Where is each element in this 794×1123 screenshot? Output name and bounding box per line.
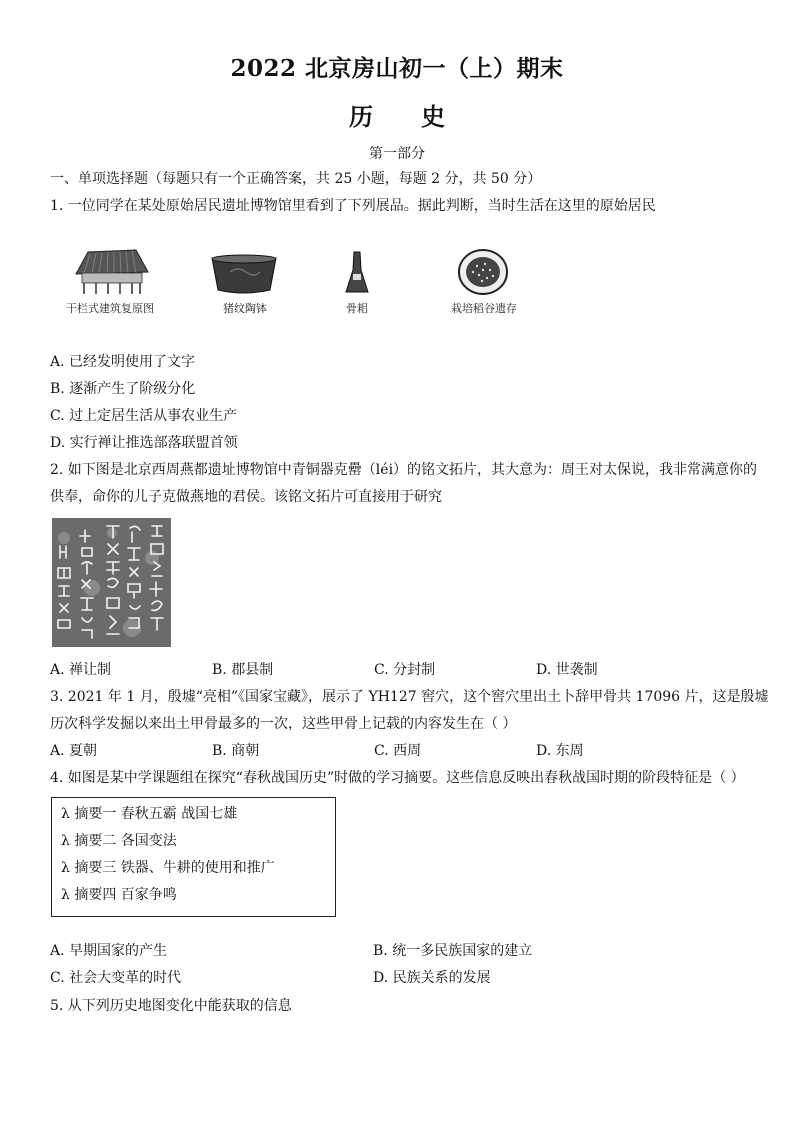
q4-option-d: D. 民族关系的发展: [373, 970, 491, 986]
q2-option-a: A. 禅让制: [50, 662, 112, 678]
q4-option-a: A. 早期国家的产生: [50, 943, 168, 959]
q1-option-a: A. 已经发明使用了文字: [50, 354, 196, 370]
pottery-bowl-image: [210, 252, 278, 296]
section-heading: 一、单项选择题（每题只有一个正确答案，共 25 小题，每题 2 分，共 50 分）: [50, 171, 542, 187]
q3-stem-line2: 历次科学发掘以来出土甲骨最多的一次，这些甲骨上记载的内容发生在（ ）: [50, 716, 517, 732]
q3-option-c: C. 西周: [374, 743, 422, 759]
q2-stem-line2: 供奉，命你的儿子克做燕地的君侯。该铭文拓片可直接用于研究: [50, 489, 442, 505]
q2-option-d: D. 世袭制: [536, 662, 598, 678]
summary-item-1: λ 摘要一 春秋五霸 战国七雄: [61, 806, 238, 822]
summary-item-2: λ 摘要二 各国变法: [61, 833, 177, 849]
q4-option-c: C. 社会大变革的时代: [50, 970, 182, 986]
caption-stilt-house: 干栏式建筑复原图: [66, 302, 154, 315]
subject-title: 历史: [349, 102, 493, 131]
q2-option-b: B. 郡县制: [212, 662, 274, 678]
q1-option-b: B. 逐渐产生了阶级分化: [50, 381, 196, 397]
stilt-house-image: [66, 246, 156, 296]
summary-item-3: λ 摘要三 铁器、牛耕的使用和推广: [61, 860, 275, 876]
q1-stem: 1. 一位同学在某处原始居民遗址博物馆里看到了下列展品。据此判断，当时生活在这里的原始居民: [50, 198, 656, 214]
q2-option-c: C. 分封制: [374, 662, 436, 678]
summary-item-4: λ 摘要四 百家争鸣: [61, 887, 177, 903]
caption-rice-remains: 栽培稻谷遗存: [451, 302, 517, 315]
q5-stem: 5. 从下列历史地图变化中能获取的信息: [50, 998, 292, 1014]
rice-remains-image: [457, 248, 509, 296]
q4-option-b: B. 统一多民族国家的建立: [373, 943, 533, 959]
q4-stem: 4. 如图是某中学课题组在探究“春秋战国历史”时做的学习摘要。这些信息反映出春秋战国时期的阶段特征是（ ）: [50, 770, 745, 786]
bone-spade-image: [344, 250, 370, 296]
q1-option-d: D. 实行禅让推选部落联盟首领: [50, 435, 238, 451]
caption-bone-spade: 骨耜: [346, 302, 368, 315]
page-title: 2022 北京房山初一（上）期末: [230, 55, 564, 82]
q2-stem-line1: 2. 如下图是北京西周燕都遗址博物馆中青铜器克罍（léi）的铭文拓片，其大意为：周王对太保说，我非常满意你的: [50, 462, 758, 478]
q1-option-c: C. 过上定居生活从事农业生产: [50, 408, 238, 424]
q3-stem-line1: 3. 2021 年 1 月，殷墟“亮相”《国家宝藏》，展示了 YH127 窖穴，这个窖穴里出土卜辞甲骨共 17096 片，这是殷墟: [50, 689, 769, 705]
part-heading: 第一部分: [369, 146, 425, 162]
caption-pottery-bowl: 猪纹陶钵: [223, 302, 267, 315]
bronze-inscription-rubbing: [52, 518, 171, 647]
q3-option-d: D. 东周: [536, 743, 584, 759]
q3-option-b: B. 商朝: [212, 743, 260, 759]
q3-option-a: A. 夏朝: [50, 743, 98, 759]
